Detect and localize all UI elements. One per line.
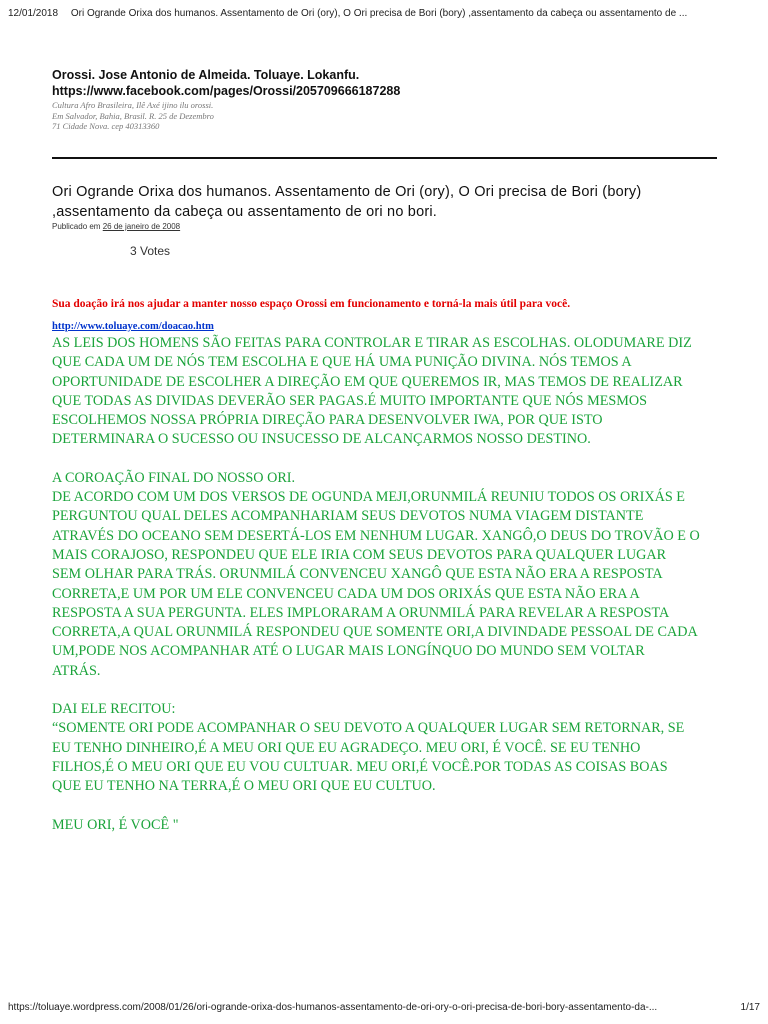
body-line: QUE CADA UM DE NÓS TEM ESCOLHA E QUE HÁ UMA PUNIÇÃO DIVINA. NÓS TEMOS A	[52, 354, 632, 371]
body-line: OPORTUNIDADE DE ESCOLHER A DIREÇÃO EM QUE QUEREMOS IR, MAS TEMOS DE REALIZAR	[52, 373, 683, 390]
published-date-link[interactable]: 26 de janeiro de 2008	[102, 222, 181, 231]
body-paragraph-coronation	[52, 469, 717, 681]
body-line: ATRÁS.	[52, 662, 101, 679]
site-facebook-url[interactable]: https://www.facebook.com/pages/Orossi/205709666187288	[52, 84, 401, 98]
body-line: AS LEIS DOS HOMENS SÃO FEITAS PARA CONTROLAR E TIRAR AS ESCOLHAS. OLODUMARE DIZ	[52, 335, 692, 351]
body-line: A COROAÇÃO FINAL DO NOSSO ORI.	[52, 469, 296, 486]
body-line: EU TENHO DINHEIRO,É A MEU ORI QUE EU AGRADEÇO. MEU ORI, É VOCÊ. SE EU TENHO	[52, 739, 641, 756]
body-line: PERGUNTOU QUAL DELES ACOMPANHARIAM SEUS DEVOTOS NUMA VIAGEM DISTANTE	[52, 508, 644, 525]
body-line: ATRAVÉS DO OCEANO SEM DESERTÁ-LOS EM NENHUM LUGAR. XANGÔ,O DEUS DO TROVÃO E O	[52, 527, 700, 544]
body-line: DE ACORDO COM UM DOS VERSOS DE OGUNDA MEJI,ORUNMILÁ REUNIU TODOS OS ORIXÁS E	[52, 489, 685, 506]
body-line: “SOMENTE ORI PODE ACOMPANHAR O SEU DEVOTO A QUALQUER LUGAR SEM RETORNAR, SE	[52, 720, 685, 737]
header-divider	[52, 157, 717, 159]
post-body	[52, 334, 717, 835]
body-line: DETERMINARA O SUCESSO OU INSUCESSO DE ALCANÇARMOS NOSSO DESTINO.	[52, 431, 591, 448]
body-line: QUE TODAS AS DIVIDAS DEVERÃO SER PAGAS.É MUITO IMPORTANTE QUE NÓS MESMOS	[52, 392, 647, 409]
body-line: FILHOS,É O MEU ORI QUE EU VOU CULTUAR. MEU ORI,É VOCÊ.POR TODAS AS COISAS BOAS	[52, 758, 668, 775]
body-line: UM,PODE NOS ACOMPANHAR ATÉ O LUGAR MAIS LONGÍNQUO DO MUNDO SEM VOLTAR	[52, 643, 645, 660]
body-line: QUE EU TENHO NA TERRA,É O MEU ORI QUE EU CULTUO.	[52, 778, 436, 795]
print-header	[8, 8, 760, 19]
body-line: CORRETA,E UM POR UM ELE CONVENCEU CADA UM DOS ORIXÁS QUE ESTA NÃO ERA A	[52, 585, 640, 602]
body-paragraph-closing	[52, 816, 717, 835]
body-line: SEM OLHAR PARA TRÁS. ORUNMILÁ CONVENCEU XANGÔ QUE ESTA NÃO ERA A RESPOSTA	[52, 566, 663, 583]
print-date: 12/01/2018	[8, 8, 59, 19]
post-meta	[52, 222, 180, 231]
site-header	[52, 67, 712, 132]
donation-message: Sua doação irá nos ajudar a manter nosso espaço Orossi em funcionamento e torná-la mais útil para você.	[52, 298, 571, 310]
body-line: CORRETA,A QUAL ORUNMILÁ RESPONDEU QUE SOMENTE ORI,A DIVINDADE PESSOAL DE CADA	[52, 624, 698, 641]
body-paragraph-laws	[52, 334, 717, 450]
page-counter: 1/17	[740, 1002, 760, 1013]
body-line: DAI ELE RECITOU:	[52, 701, 176, 718]
votes-count: 3 Votes	[130, 244, 171, 258]
post-title: Ori Ogrande Orixa dos humanos. Assentamento de Ori (ory), O Ori precisa de Bori (bory) ,assentamento da cabeça ou assentamento de ori no bori.	[52, 184, 642, 220]
site-description: Cultura Afro Brasileira, Ilê Axé ijino ilu orossi. Em Salvador, Bahia, Brasil. R. 25 de Dezembro 71 Cidade Nova. cep 40313360	[52, 100, 214, 131]
print-url: https://toluaye.wordpress.com/2008/01/26/ori-ogrande-orixa-dos-humanos-assentamento-de-ori-ory-o-ori-precisa-de-bori-bory-assentamento-da-...	[8, 1002, 658, 1013]
body-paragraph-recitation	[52, 700, 717, 796]
donation-link[interactable]: http://www.toluaye.com/doacao.htm	[52, 321, 214, 332]
body-line: RESPOSTA A SUA PERGUNTA. ELES IMPLORARAM A ORUNMILÁ PARA REVELAR A RESPOSTA	[52, 604, 670, 621]
body-line: ESCOLHEMOS NOSSA PRÓPRIA DIREÇÃO PARA DESENVOLVER IWA, POR QUE ISTO	[52, 412, 603, 429]
published-prefix: Publicado em	[52, 222, 101, 231]
print-footer	[8, 1002, 760, 1013]
body-line: MEU ORI, É VOCÊ "	[52, 816, 179, 833]
site-title[interactable]: Orossi. Jose Antonio de Almeida. Toluaye. Lokanfu.	[52, 68, 360, 82]
body-line: MAIS CORAJOSO, RESPONDEU QUE ELE IRIA COM SEUS DEVOTOS PARA QUALQUER LUGAR	[52, 546, 667, 563]
print-page-title: Ori Ogrande Orixa dos humanos. Assentamento de Ori (ory), O Ori precisa de Bori (bory) ,assentamento da cabeça ou assentamento de ...	[70, 8, 688, 19]
